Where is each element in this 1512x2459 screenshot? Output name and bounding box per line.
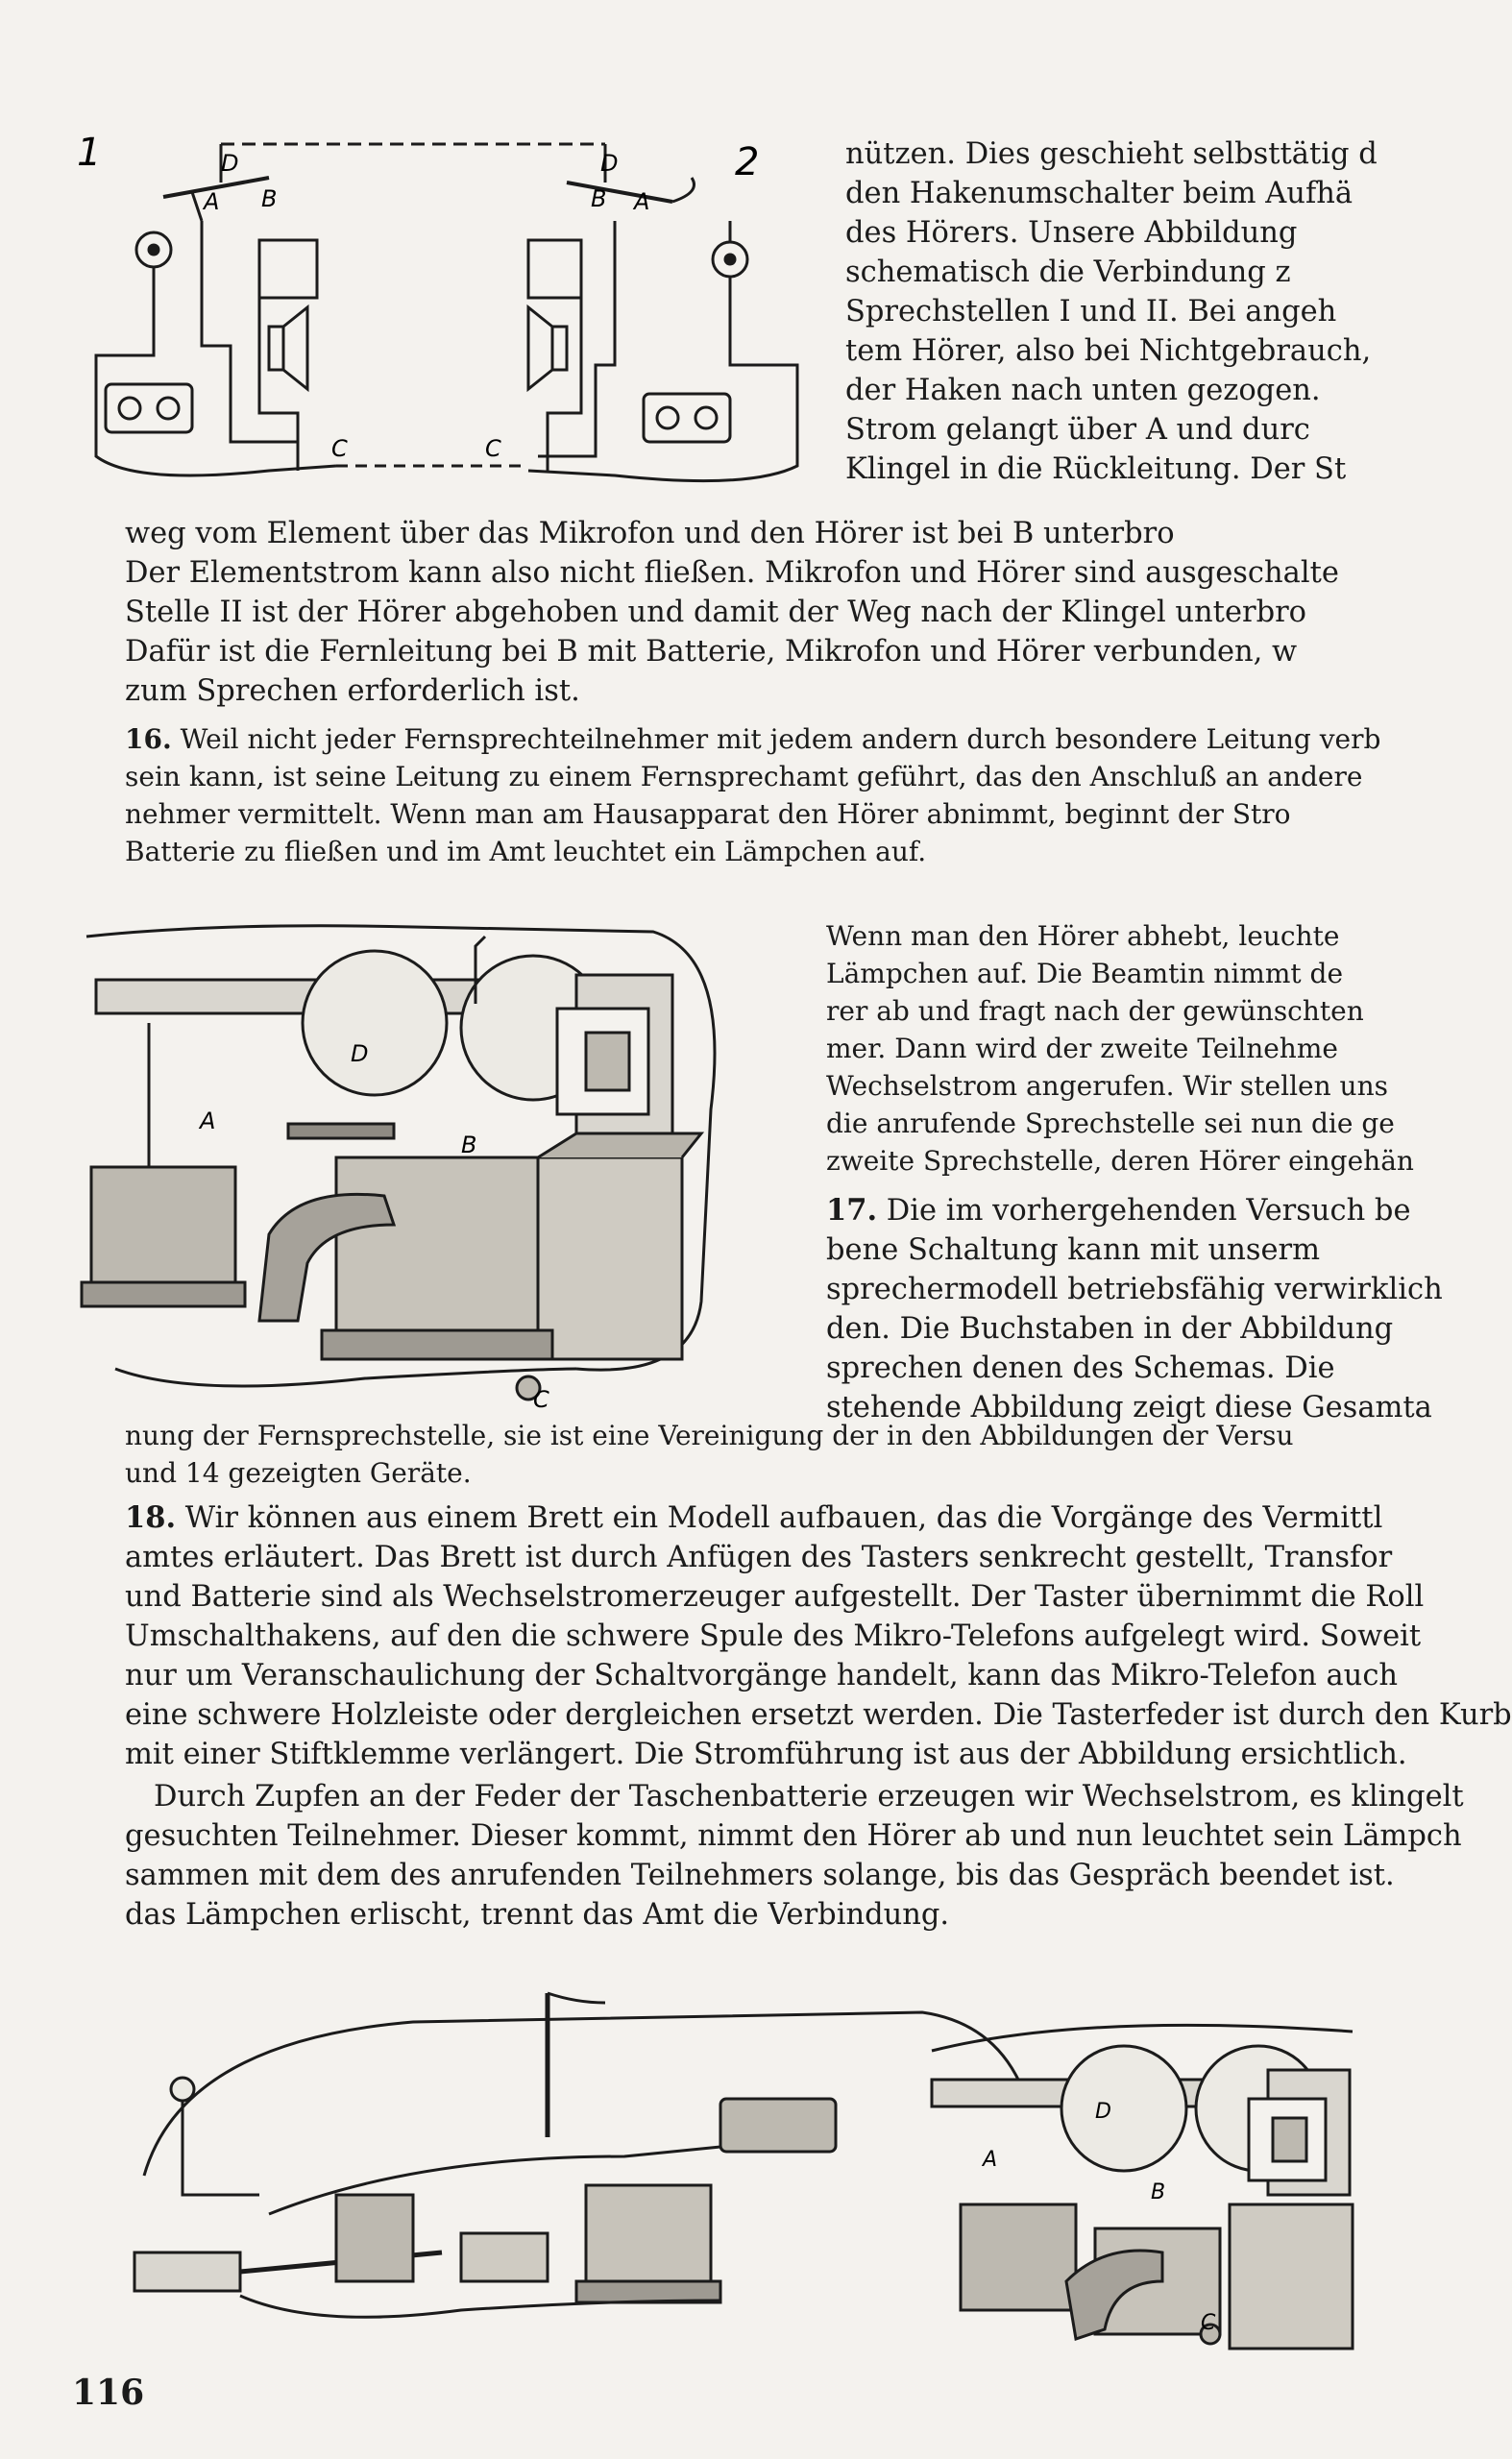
section-17-continuation bbox=[125, 1417, 1353, 1492]
label-b-right: B bbox=[591, 185, 607, 212]
label-c: C bbox=[1201, 2311, 1216, 2335]
section-17-side-text bbox=[826, 1191, 1443, 1427]
page-number: 116 bbox=[72, 2373, 145, 2413]
label-b-left: B bbox=[261, 185, 278, 212]
text-line: Durch Zupfen an der Feder der Taschenbatterie erzeugen wir Wechselstrom, es klingelt bbox=[154, 1780, 1464, 1814]
text-line: bene Schaltung kann mit unserm bbox=[826, 1233, 1321, 1267]
text-line: sprechermodell betriebsfähig verwirklich bbox=[826, 1273, 1443, 1306]
text-line: Strom gelangt über A und durc bbox=[845, 413, 1310, 447]
label-a: A bbox=[200, 1108, 216, 1134]
text-line: rer ab und fragt nach der gewünschten bbox=[826, 995, 1364, 1027]
label-a-right: A bbox=[634, 188, 650, 215]
label-a-left: A bbox=[204, 188, 220, 215]
section-16-side-text bbox=[826, 917, 1414, 1180]
section-number: 17. bbox=[826, 1193, 878, 1228]
text-line: gesuchten Teilnehmer. Dieser kommt, nimmt den Hörer ab und nun leuchtet sein Lämpch bbox=[125, 1819, 1462, 1853]
label-a: A bbox=[983, 2148, 998, 2172]
station-2-label: 2 bbox=[735, 140, 760, 184]
section-number: 16. bbox=[125, 723, 172, 755]
text-line: eine schwere Holzleiste oder dergleichen ersetzt werden. Die Tasterfeder ist durch den Kurb bbox=[125, 1698, 1512, 1732]
text-line: mer. Dann wird der zweite Teilnehme bbox=[826, 1033, 1338, 1064]
text-line: stehende Abbildung zeigt diese Gesamta bbox=[826, 1391, 1432, 1424]
text-line: nehmer vermittelt. Wenn man am Hausapparat den Hörer abnimmt, beginnt der Stro bbox=[125, 798, 1291, 830]
station-1-label: 1 bbox=[77, 131, 102, 175]
text-line: Weil nicht jeder Fernsprechteilnehmer mit jedem andern durch besondere Leitung verb bbox=[180, 723, 1381, 755]
label-c-right: C bbox=[485, 435, 501, 462]
intro-text-column bbox=[845, 134, 1378, 489]
text-line: Die im vorhergehenden Versuch be bbox=[886, 1194, 1411, 1228]
label-d-left: D bbox=[221, 150, 239, 177]
text-line: Stelle II ist der Hörer abgehoben und damit der Weg nach der Klingel unterbro bbox=[125, 596, 1307, 629]
text-line: Klingel in die Rückleitung. Der St bbox=[845, 452, 1347, 486]
text-line: amtes erläutert. Das Brett ist durch Anfügen des Tasters senkrecht gestellt, Transfor bbox=[125, 1541, 1393, 1574]
text-line: schematisch die Verbindung z bbox=[845, 256, 1291, 289]
text-line: sammen mit dem des anrufenden Teilnehmers solange, bis das Gespräch beendet ist. bbox=[125, 1859, 1395, 1892]
text-line: Dafür ist die Fernleitung bei B mit Batterie, Mikrofon und Hörer verbunden, w bbox=[125, 635, 1298, 669]
text-line: Umschalthakens, auf den die schwere Spule des Mikro-Telefons aufgelegt wird. Soweit bbox=[125, 1619, 1422, 1653]
text-line: Lämpchen auf. Die Beamtin nimmt de bbox=[826, 958, 1344, 989]
text-line: der Haken nach unten gezogen. bbox=[845, 374, 1321, 407]
text-line: sprechen denen des Schemas. Die bbox=[826, 1351, 1335, 1385]
label-d: D bbox=[1095, 2100, 1111, 2124]
text-line: weg vom Element über das Mikrofon und den Hörer ist bei B unterbro bbox=[125, 517, 1175, 550]
text-line: zum Sprechen erforderlich ist. bbox=[125, 674, 580, 708]
label-d: D bbox=[351, 1040, 369, 1067]
exchange-model-illustration bbox=[125, 1964, 1353, 2349]
text-line: tem Hörer, also bei Nichtgebrauch, bbox=[845, 334, 1372, 368]
text-line: nützen. Dies geschieht selbsttätig d bbox=[845, 137, 1378, 171]
text-line: die anrufende Sprechstelle sei nun die ge bbox=[826, 1108, 1395, 1139]
text-line: Wir können aus einem Brett ein Modell aufbauen, das die Vorgänge des Vermittl bbox=[184, 1501, 1383, 1535]
text-line: und 14 gezeigten Geräte. bbox=[125, 1457, 472, 1489]
section-18 bbox=[125, 1498, 1512, 1774]
label-d-right: D bbox=[600, 150, 619, 177]
text-line: mit einer Stiftklemme verlängert. Die Stromführung ist aus der Abbildung ersichtlich. bbox=[125, 1738, 1407, 1771]
telephone-apparatus-illustration bbox=[77, 917, 740, 1413]
text-line: zweite Sprechstelle, deren Hörer eingehän bbox=[826, 1145, 1414, 1177]
label-c-left: C bbox=[331, 435, 348, 462]
label-b: B bbox=[1151, 2180, 1166, 2204]
text-line: Sprechstellen I und II. Bei angeh bbox=[845, 295, 1337, 329]
section-16 bbox=[125, 720, 1381, 870]
paragraph-hook-switch bbox=[125, 514, 1353, 711]
text-line: Wechselstrom angerufen. Wir stellen uns bbox=[826, 1070, 1388, 1102]
text-line: Der Elementstrom kann also nicht fließen. Mikrofon und Hörer sind ausgeschalte bbox=[125, 556, 1339, 590]
text-line: den Hakenumschalter beim Aufhä bbox=[845, 177, 1353, 210]
text-line: sein kann, ist seine Leitung zu einem Fernsprechamt geführt, das den Anschluß an andere bbox=[125, 761, 1363, 792]
label-b: B bbox=[461, 1132, 477, 1158]
text-line: nur um Veranschaulichung der Schaltvorgänge handelt, kann das Mikro-Telefon auch bbox=[125, 1659, 1399, 1692]
text-line: Batterie zu fließen und im Amt leuchtet ein Lämpchen auf. bbox=[125, 836, 927, 867]
text-line: das Lämpchen erlischt, trennt das Amt die Verbindung. bbox=[125, 1898, 950, 1932]
label-c: C bbox=[533, 1386, 549, 1413]
text-line: des Hörers. Unsere Abbildung bbox=[845, 216, 1298, 250]
section-number: 18. bbox=[125, 1500, 177, 1535]
text-line: den. Die Buchstaben in der Abbildung bbox=[826, 1312, 1394, 1346]
section-18-paragraph-2 bbox=[125, 1777, 1464, 1935]
text-line: nung der Fernsprechstelle, sie ist eine Vereinigung der in den Abbildungen der Versu bbox=[125, 1420, 1294, 1451]
circuit-schematic-figure bbox=[77, 125, 836, 509]
text-line: und Batterie sind als Wechselstromerzeuger aufgestellt. Der Taster übernimmt die Roll bbox=[125, 1580, 1425, 1614]
text-line: Wenn man den Hörer abhebt, leuchte bbox=[826, 920, 1340, 952]
